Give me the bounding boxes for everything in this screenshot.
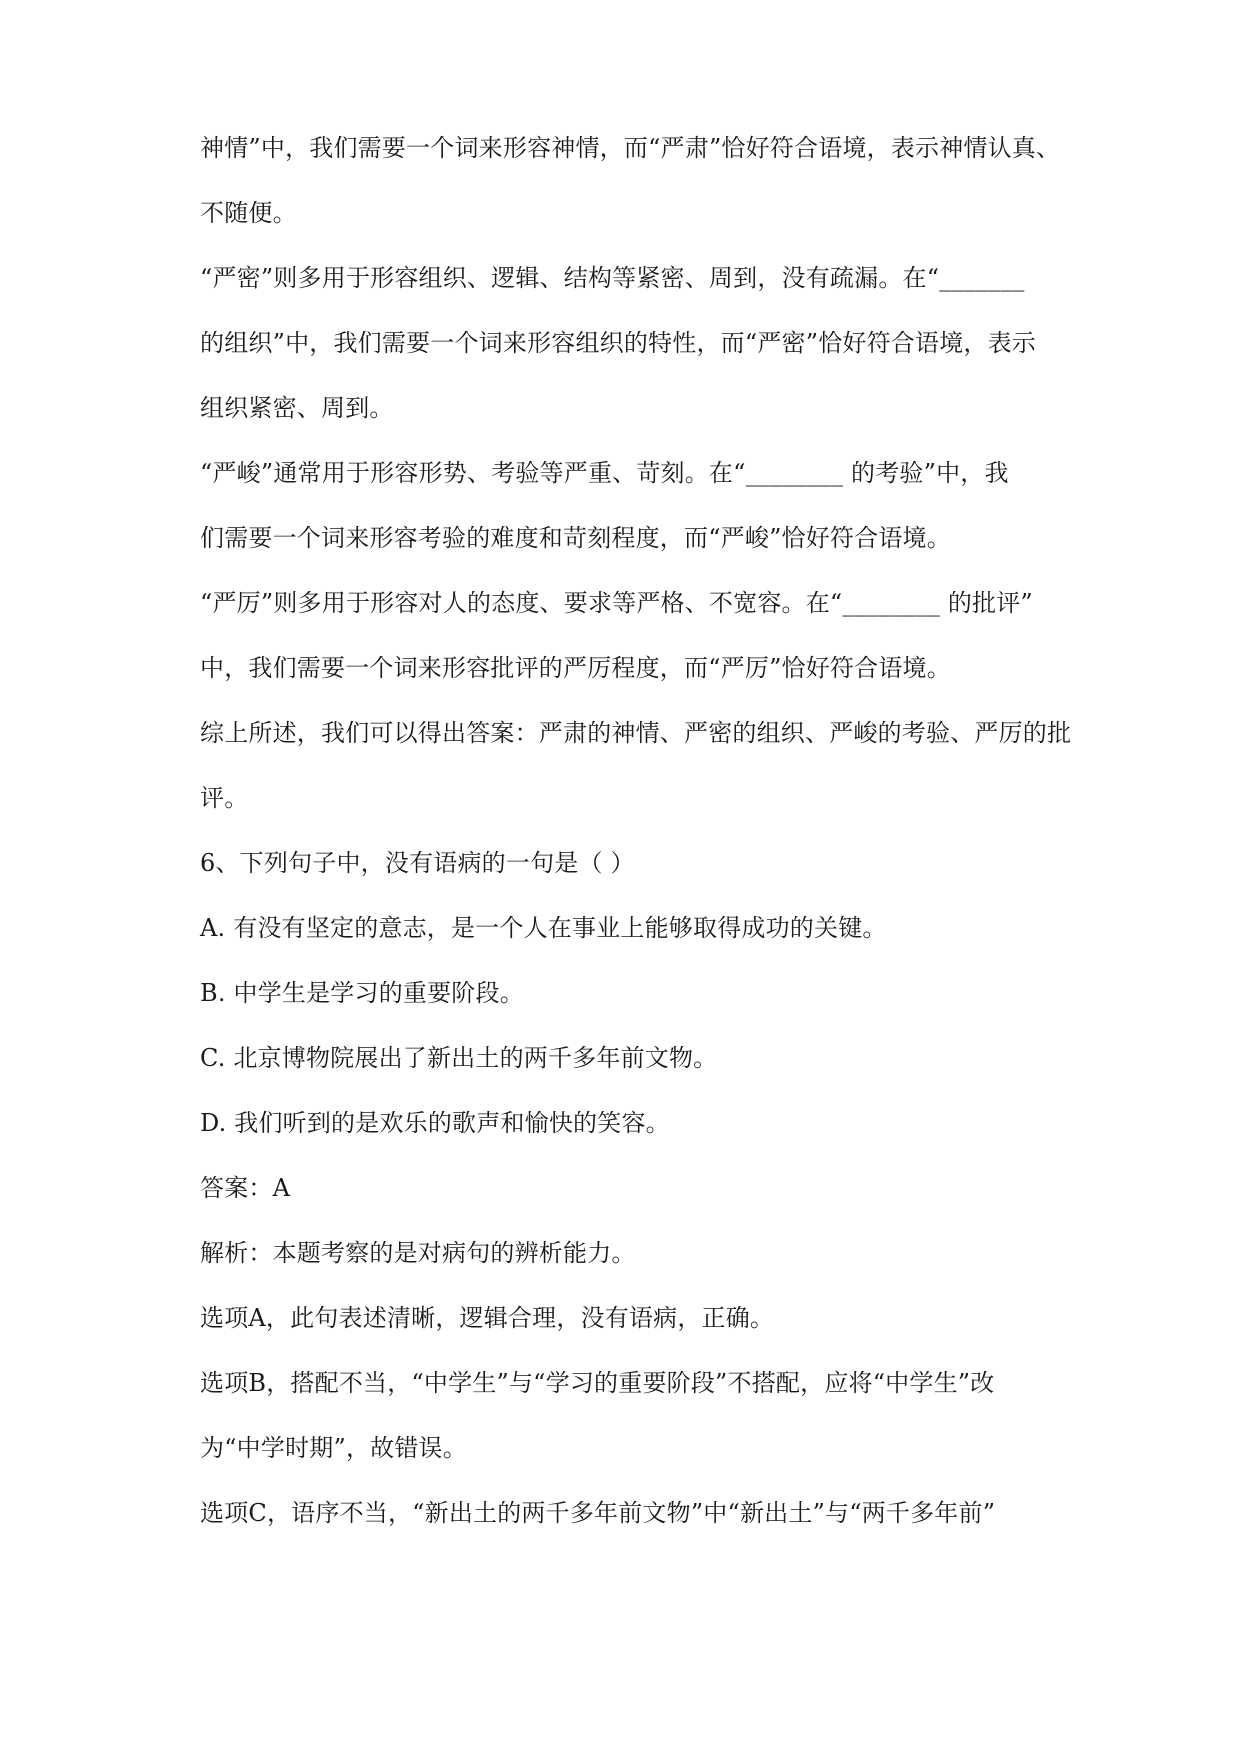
text-line: 为“中学时期”，故错误。 [200, 1434, 467, 1462]
text-line: 评。 [200, 784, 249, 812]
text-line: 综上所述，我们可以得出答案：严肃的神情、严密的组织、严峻的考验、严厉的批 [200, 719, 1072, 747]
text-line: 选项A，此句表述清晰，逻辑合理，没有语病，正确。 [200, 1304, 775, 1332]
text-line: “严峻”通常用于形容形势、考验等严重、苛刻。在“________ 的考验”中，我 [200, 459, 1009, 487]
text-line: 们需要一个词来形容考验的难度和苛刻程度，而“严峻”恰好符合语境。 [200, 524, 951, 552]
analysis-line: 解析：本题考察的是对病句的辨析能力。 [200, 1239, 636, 1267]
text-line: 不随便。 [200, 199, 297, 227]
text-line: 组织紧密、周到。 [200, 394, 394, 422]
text-line: 选项C，语序不当，“新出土的两千多年前文物”中“新出土”与“两千多年前” [200, 1499, 996, 1527]
question-stem: 6、下列句子中，没有语病的一句是（ ） [200, 849, 635, 877]
text-line: “严厉”则多用于形容对人的态度、要求等严格、不宽容。在“________ 的批评” [200, 589, 1033, 617]
text-line: 的组织”中，我们需要一个词来形容组织的特性，而“严密”恰好符合语境，表示 [200, 329, 1037, 357]
option-a: A. 有没有坚定的意志，是一个人在事业上能够取得成功的关键。 [200, 914, 887, 942]
text-line: 神情”中，我们需要一个词来形容神情，而“严肃”恰好符合语境，表示神情认真、 [200, 134, 1061, 162]
text-line: 选项B，搭配不当，“中学生”与“学习的重要阶段”不搭配，应将“中学生”改 [200, 1369, 995, 1397]
option-c: C. 北京博物院展出了新出土的两千多年前文物。 [200, 1044, 718, 1072]
text-line: 中，我们需要一个词来形容批评的严厉程度，而“严厉”恰好符合语境。 [200, 654, 951, 682]
answer-line: 答案：A [200, 1174, 291, 1202]
option-d: D. 我们听到的是欢乐的歌声和愉快的笑容。 [200, 1109, 670, 1137]
text-line: “严密”则多用于形容组织、逻辑、结构等紧密、周到，没有疏漏。在“_______ [200, 264, 1025, 292]
option-b: B. 中学生是学习的重要阶段。 [200, 979, 524, 1007]
